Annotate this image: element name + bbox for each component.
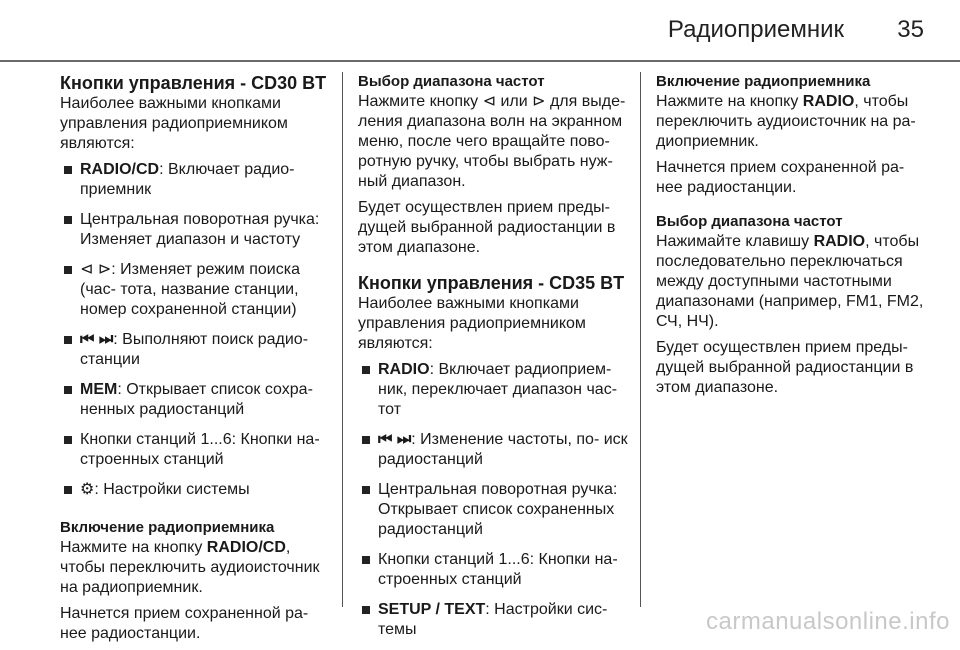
list-item (358, 430, 628, 470)
list-item (60, 380, 330, 420)
item-text: : Настройки сис- темы (378, 601, 608, 638)
item-text: : Настройки системы (94, 481, 250, 498)
key-label: ⏮ ⏭ (378, 431, 412, 448)
item-text: : Включает радиоприем- ник, переключает диапазон час- тот (378, 361, 618, 418)
key-label: RADIO (813, 233, 866, 250)
key-label: MEM (80, 381, 118, 398)
paragraph: Нажмите на кнопку RADIO, чтобы переключить аудиоисточник на ра- диоприемник. (656, 93, 916, 150)
header-divider (0, 60, 960, 62)
key-label: ⊲ ⊳ (80, 261, 112, 278)
page-number: 35 (897, 16, 924, 43)
list-item (358, 600, 628, 640)
subheading-radio-on: Включение радиоприемника (656, 73, 871, 90)
subheading-band-select: Выбор диапазона частот (656, 213, 843, 230)
watermark: carmanualsonline.info (706, 608, 950, 635)
paragraph: Начнется прием сохраненной ра- нее радиостанции. (60, 605, 309, 642)
paragraph: Будет осуществлен прием преды- дущей выбранной радиостанции в этом диапазоне. (656, 339, 914, 396)
key-label: RADIO (802, 93, 855, 110)
paragraph: Нажмите на кнопку RADIO/CD, чтобы переключить аудиоисточник на радиоприемник. (60, 539, 320, 596)
column-1 (60, 72, 330, 650)
item-text: Центральная поворотная ручка: Открывает список сохраненных радиостанций (378, 481, 618, 538)
list-item (60, 260, 330, 320)
key-label: RADIO (378, 361, 430, 378)
key-label: ⏮ ⏭ (80, 331, 114, 348)
column-divider-2 (640, 72, 641, 607)
page-title: Радиоприемник (667, 16, 844, 43)
section-heading-cd35: Кнопки управления - CD35 BT (358, 273, 625, 293)
intro-text: Наиболее важными кнопками управления радиоприемником являются: (60, 95, 288, 152)
key-label: RADIO/CD (206, 539, 286, 556)
list-item (60, 480, 330, 500)
controls-list-cd35 (358, 360, 628, 640)
list-item (358, 360, 628, 420)
intro-text: Наиболее важными кнопками управления радиоприемником являются: (358, 295, 586, 352)
item-text: Кнопки станций 1...6: Кнопки на- строенных станций (80, 431, 320, 468)
paragraph: Нажимайте клавишу RADIO, чтобы последовательно переключаться между доступными частотными диапазонами (например, FM1, FM2, СЧ, НЧ). (656, 233, 924, 330)
list-item (358, 550, 628, 590)
key-label: SETUP / TEXT (378, 601, 486, 618)
item-text: : Выполняют поиск радио- станции (80, 331, 309, 368)
item-text: Кнопки станций 1...6: Кнопки на- строенных станций (378, 551, 618, 588)
subheading-band-select: Выбор диапазона частот (358, 73, 545, 90)
item-text: Центральная поворотная ручка: Изменяет диапазон и частоту (80, 211, 320, 248)
list-item (60, 330, 330, 370)
column-divider-1 (342, 72, 343, 607)
paragraph: Будет осуществлен прием преды- дущей выбранной радиостанции в этом диапазоне. (358, 199, 616, 256)
item-text: : Включает радио- приемник (80, 161, 295, 198)
paragraph: Нажмите кнопку ⊲ или ⊳ для выде- ления диапазона волн на экранном меню, после чего вращайте пово- ротную ручку, чтобы выбрать нуж- ный диапазон. (358, 93, 626, 190)
list-item (60, 210, 330, 250)
controls-list-cd30 (60, 160, 330, 500)
column-2 (358, 72, 628, 650)
column-3 (656, 72, 926, 404)
settings-icon: ⚙ (80, 481, 95, 498)
list-item (358, 480, 628, 540)
item-text: : Изменение частоты, по- иск радиостанций (378, 431, 628, 468)
item-text: : Изменяет режим поиска (час- тота, название станции, номер сохраненной станции) (80, 261, 300, 318)
key-label: RADIO/CD (80, 161, 160, 178)
subheading-radio-on: Включение радиоприемника (60, 519, 275, 536)
list-item (60, 430, 330, 470)
section-heading-cd30: Кнопки управления - CD30 BT (60, 73, 327, 93)
paragraph: Начнется прием сохраненной ра- нее радиостанции. (656, 159, 905, 196)
item-text: : Открывает список сохра- ненных радиостанций (80, 381, 313, 418)
page-header (0, 0, 960, 58)
list-item (60, 160, 330, 200)
